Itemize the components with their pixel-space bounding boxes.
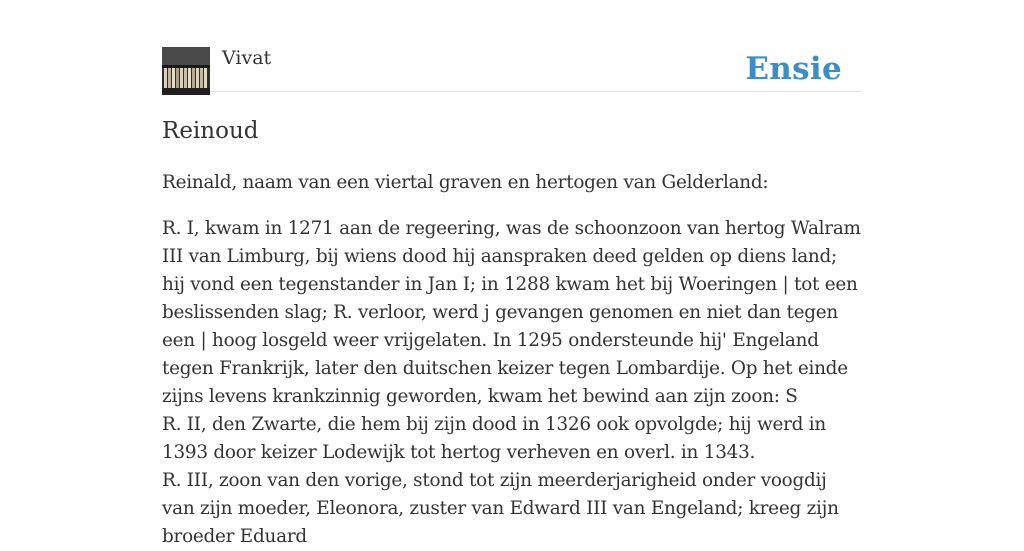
page-container (162, 0, 862, 551)
article-intro: Reinald, naam van een viertal graven en hertogen van Gelderland: (162, 172, 769, 193)
author-link[interactable]: Vivat (222, 47, 272, 69)
article-paragraph-3: R. III, zoon van den vorige, stond tot zijn meerderjarigheid onder voogdij van zijn moeder, Eleonora, zuster van Edward III van Engeland; kreeg zijn broeder Eduard (162, 470, 839, 547)
article-paragraph-2: R. II, den Zwarte, die hem bij zijn dood in 1326 ook opvolgde; hij werd in 1393 door keizer Lodewijk tot hertog verheven en overl. in 1343. (162, 414, 826, 463)
site-header (162, 0, 862, 92)
article-title: Reinoud (162, 118, 259, 144)
brand-logo[interactable]: Ensie (745, 51, 842, 87)
book-spines-icon (162, 47, 210, 95)
article-body (162, 169, 862, 551)
author-avatar[interactable] (162, 47, 210, 95)
article-paragraph-1: R. I, kwam in 1271 aan de regeering, was de schoonzoon van hertog Walram III van Limburg, bij wiens dood hij aanspraken deed gelden op diens land; hij vond een tegenstander in Jan I; in 1288 kwam het bij Woeringen | tot een beslissenden slag; R. verloor, werd j gevangen genomen en niet dan tegen een | hoog losgeld weer vrijgelaten. In 1295 ondersteunde hij' Engeland tegen Frankrijk, later den duitschen keizer tegen Lombardije. Op het einde zijns levens krankzinnig geworden, kwam het bewind aan zijn zoon: S (162, 218, 861, 407)
